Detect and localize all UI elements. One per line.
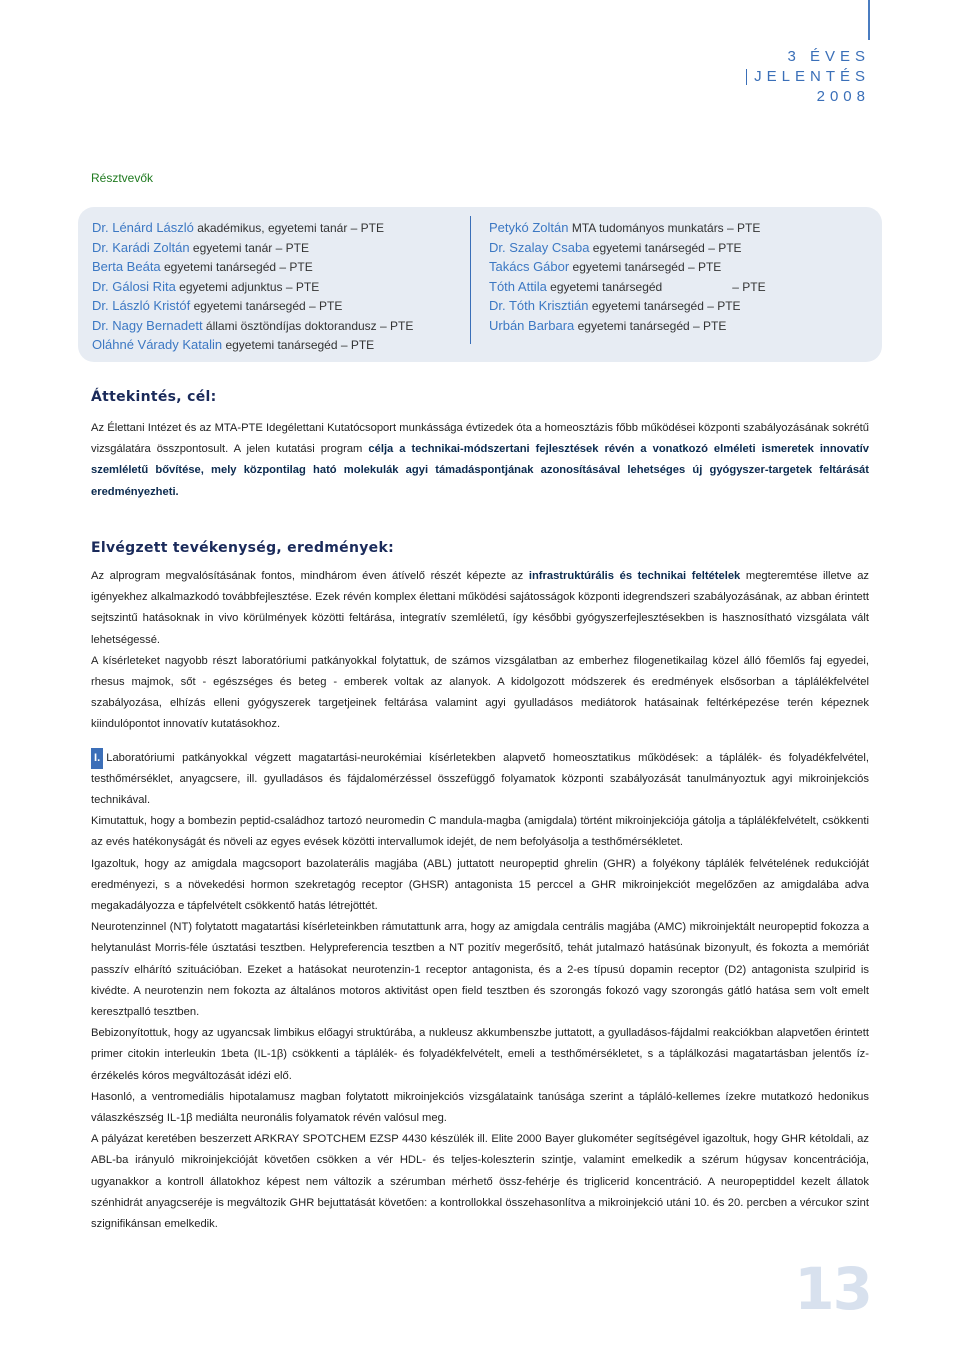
participant-position: egyetemi adjunktus – PTE bbox=[179, 279, 320, 294]
participant bbox=[489, 316, 766, 336]
participants-right-column bbox=[489, 218, 766, 335]
participant bbox=[489, 277, 766, 297]
participant-name: Dr. Gálosi Rita bbox=[92, 278, 176, 294]
participant bbox=[92, 296, 413, 316]
overview-emphasis: célja a technikai-módszertani fejlesztések révén a vonatkozó elméleti ismeretek innovatív szemléletű bővítése, mely központilag ható molekulák agyi támadáspontjának azonosításával lehetséges új gyógyszer-targetek feltárását eredményezheti. bbox=[91, 443, 869, 498]
overview-paragraph bbox=[91, 418, 869, 503]
participant-position: egyetemi tanársegéd – PTE bbox=[592, 240, 742, 255]
participant-position: egyetemi tanár – PTE bbox=[192, 240, 309, 255]
participant-position: egyetemi tanársegéd – PTE bbox=[225, 338, 375, 352]
participant-affiliation: – PTE bbox=[732, 279, 766, 294]
participants-box bbox=[78, 207, 882, 362]
results-paragraph: A kísérleteket nagyobb részt laboratóriumi patkányokkal folytattuk, de számos vizsgálatban az emberhez filogenetikailag közel álló főemlős faj egyedei, rhesus majmok, sőt - egészséges és beteg - emberek voltak az alanyok. A kidolgozott módszerek és eredmények elsősorban a táplálékfelvétel szabályozása, elhízás elleni gyógyszerek targetjeinek feltárása valamint agyi gyulladásos mediátorok hatásainak feltérképezése terén képeznek kiindulópontot innovatív kutatásokhoz. bbox=[91, 654, 869, 731]
participant-position: akadémikus, egyetemi tanár – PTE bbox=[197, 221, 385, 235]
participant-name: Dr. Szalay Csaba bbox=[489, 239, 590, 255]
participant bbox=[489, 238, 766, 258]
participant bbox=[92, 238, 413, 258]
results-heading: Elvégzett tevékenység, eredmények: bbox=[91, 540, 394, 556]
participant-name: Dr. Tóth Krisztián bbox=[489, 298, 589, 313]
report-header-line1: 3 ÉVES bbox=[787, 48, 870, 65]
results-paragraph bbox=[91, 566, 869, 651]
participant-position: egyetemi tanársegéd – PTE bbox=[577, 318, 727, 333]
participant-name: Takács Gábor bbox=[489, 259, 570, 274]
participant-position: egyetemi tanársegéd – PTE bbox=[572, 260, 722, 274]
participant-name: Oláhné Várady Katalin bbox=[92, 337, 223, 352]
overview-plain-text: Az Élettani Intézet és az MTA-PTE Idegélettani Kutatócsoport munkássága évtizedek óta a homeosztázis főbb működései központi szabályozásának sokrétű vizsgálatára összpontosult. A jelen kutatási program bbox=[91, 422, 869, 456]
participant-name: Dr. Nagy Bernadett bbox=[92, 317, 203, 333]
participant-name: Berta Beáta bbox=[92, 259, 161, 274]
participants-left-column bbox=[92, 218, 413, 355]
participant-name: Petykó Zoltán bbox=[489, 220, 569, 235]
section-bullet: I. bbox=[91, 748, 103, 769]
participant-position: egyetemi tanársegéd – PTE bbox=[164, 260, 313, 274]
overview-heading: Áttekintés, cél: bbox=[91, 389, 217, 405]
participant-position: állami ösztöndíjas doktorandusz – PTE bbox=[205, 318, 414, 333]
results-paragraph: Neurotenzinnel (NT) folytatott magatartási kísérleteinkben rámutattunk arra, hogy az amigdala centrális magjába (AMC) mikroinjektált neuropeptid fokozza a helytanulást Morris-féle úsztatási tesztben. Helypreferencia tesztben a NT pozitív megerősítő, tehát jutalmazó hatásúnak bizonyult, és fokozta a memóriát passzív elhárító szituációban. Ezeket a hatásokat neurotenzin-1 receptor antagonista, és a 2-es típusú dopamin receptor (D2) antagonista szulpirid is kivédte. A neurotenzin nem fokozta az általános motoros aktivitást open field tesztben és szorongás fokozó vagy szorongás gátló hatása sem volt emelt keresztpalló tesztben. bbox=[91, 921, 869, 1019]
participant-name: Dr. László Kristóf bbox=[92, 298, 191, 313]
report-header bbox=[754, 47, 870, 107]
participant-position: egyetemi tanársegéd – PTE bbox=[591, 299, 741, 313]
participant-position: egyetemi tanársegéd – PTE bbox=[193, 299, 343, 313]
results-paragraph: Bebizonyítottuk, hogy az ugyancsak limbikus előagyi struktúrába, a nukleusz akkumbenszbe juttatott, a gyulladásos-fájdalmi reakciókban alapvetően érintett primer citokin interleukin 1beta (IL-1β) csökkenti a táplálék- és folyadékfelvételt, emeli a testhőmérsékletet, s a táplálkozási magatartásban jelentős íz-érzékelés kóros megváltozását idézi elő. bbox=[91, 1027, 869, 1082]
page-number: 13 bbox=[794, 1255, 871, 1323]
participant-position: MTA tudományos munkatárs – PTE bbox=[571, 221, 761, 235]
participant bbox=[92, 335, 413, 355]
results-paragraph bbox=[91, 748, 869, 812]
participant bbox=[92, 218, 413, 238]
results-paragraph: Igazoltuk, hogy az amigdala magcsoport bazolaterális magjába (ABL) juttatott neuropeptid ghrelin (GHR) a folyékony táplálék felvételének redukcióját eredményezi, s a növekedési hormon szekretagóg receptor (GHSR) antagonista 15 perccel a GHR mikroinjekciót megelőzően az amigdalába adva megakadályozza e tápfelvételt csökkentő hatás létrejöttét. bbox=[91, 857, 869, 913]
participant bbox=[489, 296, 766, 316]
report-header-line2: JELENTÉS bbox=[754, 68, 870, 85]
participant bbox=[92, 277, 413, 297]
results-paragraph: Hasonló, a ventromediális hipotalamusz magban folytatott mikroinjekciós vizsgálataink tanúsága szerint a tápláló-kellemes ízekre mutatkozó hedonikus válaszkészség IL-1β mediálta neuronális folyamatok révén valósul meg. bbox=[91, 1090, 869, 1125]
header-rule bbox=[868, 0, 870, 40]
participant-position: egyetemi tanársegéd bbox=[550, 279, 663, 294]
results-text-run: Az alprogram megvalósításának fontos, mindhárom éven átívelő részét képezte az bbox=[91, 570, 529, 582]
results-paragraph: Kimutattuk, hogy a bombezin peptid-családhoz tartozó neuromedin C mandula-magba (amigdala) történt mikroinjekciója gátolja a táplálékfelvételt, csökkenti az evés hatékonyságát és növeli az egyes evések közötti intervallumok idejét, de nem befolyásolja a testhőmérsékletet. bbox=[91, 815, 869, 849]
participants-title: Résztvevők bbox=[91, 171, 154, 185]
participant bbox=[489, 257, 766, 277]
results-text bbox=[91, 566, 869, 1235]
participant-name: Urbán Barbara bbox=[489, 317, 575, 333]
report-header-line3: 2008 bbox=[816, 88, 870, 105]
participant-name: Dr. Lénárd László bbox=[92, 220, 194, 235]
participant bbox=[92, 257, 413, 277]
results-text-run: Laboratóriumi patkányokkal végzett magatartási-neurokémiai kísérletekben alapvető homeosztatikus működések: a táplálék- és folyadékfelvétel, testhőmérséklet, anyagcsere, ill. gyulladásos és fájdalomérzéssel összefüggő folyamatok központi szabályozását tanulmányoztuk agyi mikroinjekciós technikával. bbox=[91, 751, 869, 807]
results-paragraph: A pályázat keretében beszerzett ARKRAY SPOTCHEM EZSP 4430 készülék ill. Elite 2000 Bayer glukométer segítségével igazoltuk, hogy GHR kétoldali, az ABL-ba irányuló mikroinjekcióját követően csökken a vér HDL- és teljes-koleszterin szintje, valamint emelkedik a szérum húgysav koncentrációja, ugyanakkor a kontroll állatokhoz képest nem változik a szérumban mérhető össz-fehérje és triglicerid koncentráció. A neuropeptiddel kezelt állatok szénhidrát anyagcseréje is megváltozik GHR bejuttatását követően: a kontrollokkal összehasonlítva a mikroinjekció utáni 10. és 20. percben a vércukor szint szignifikánsan emelkedik. bbox=[91, 1133, 869, 1231]
participant bbox=[489, 218, 766, 238]
results-emphasis: infrastruktúrális és technikai feltételek bbox=[528, 570, 741, 582]
participant-name: Tóth Attila bbox=[489, 278, 547, 294]
participant-name: Dr. Karádi Zoltán bbox=[92, 239, 190, 255]
participant bbox=[92, 316, 413, 336]
results-text-run: megteremtése illetve az igényekhez alkalmazkodó továbbfejlesztése. Ezek révén komplex élettani működési sajátosságok központi idegrendszeri szabályozásának, az abban érintett sejtszintű hatásoknak in vivo körülmények közötti feltárása, integratív szemléletű, így későbbi gyógyszerfejlesztésekben is hasznosítható vizsgálata vált lehetségessé. bbox=[91, 570, 870, 646]
overview-text bbox=[91, 418, 869, 503]
